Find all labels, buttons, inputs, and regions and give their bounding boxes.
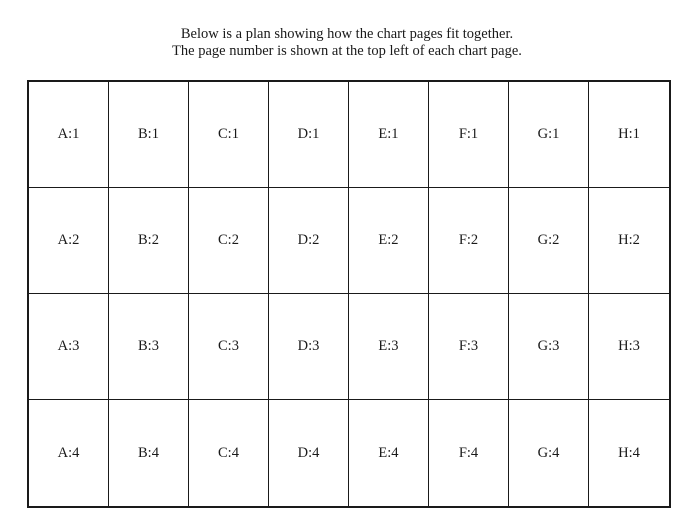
page-cell-d4: D:4 [269,400,349,506]
page-cell-c4: C:4 [189,400,269,506]
page-cell-a2: A:2 [29,188,109,294]
page-cell-b4: B:4 [109,400,189,506]
page-cell-b3: B:3 [109,294,189,400]
page-cell-g3: G:3 [509,294,589,400]
page-cell-c1: C:1 [189,82,269,188]
page-cell-b2: B:2 [109,188,189,294]
page-cell-d2: D:2 [269,188,349,294]
page-cell-d1: D:1 [269,82,349,188]
page-cell-c3: C:3 [189,294,269,400]
page-cell-b1: B:1 [109,82,189,188]
page-cell-g1: G:1 [509,82,589,188]
page-cell-e2: E:2 [349,188,429,294]
page-cell-a3: A:3 [29,294,109,400]
page-cell-h1: H:1 [589,82,669,188]
page-cell-g4: G:4 [509,400,589,506]
page-cell-c2: C:2 [189,188,269,294]
page-cell-f1: F:1 [429,82,509,188]
page-cell-h4: H:4 [618,444,640,461]
page-cell-f4: F:4 [429,400,509,506]
page-cell-f2: F:2 [429,188,509,294]
page-cell-h3: H:3 [589,294,669,400]
plan-caption-line-1: Below is a plan showing how the chart pages fit together. [180,26,514,42]
page-cell-e4: E:4 [349,400,429,506]
page-cell-e1: E:1 [349,82,429,188]
page-cell-d3: D:3 [269,294,349,400]
page-cell-a4: A:4 [29,400,109,506]
chart-page-plan-grid [27,80,671,508]
page-cell-a1: A:1 [29,82,109,188]
page-cell-f3: F:3 [429,294,509,400]
page-cell-h2: H:2 [589,188,669,294]
page-cell-e3: E:3 [349,294,429,400]
plan-caption-line-2: The page number is shown at the top left of each chart page. [172,43,522,59]
page-cell-g2: G:2 [509,188,589,294]
